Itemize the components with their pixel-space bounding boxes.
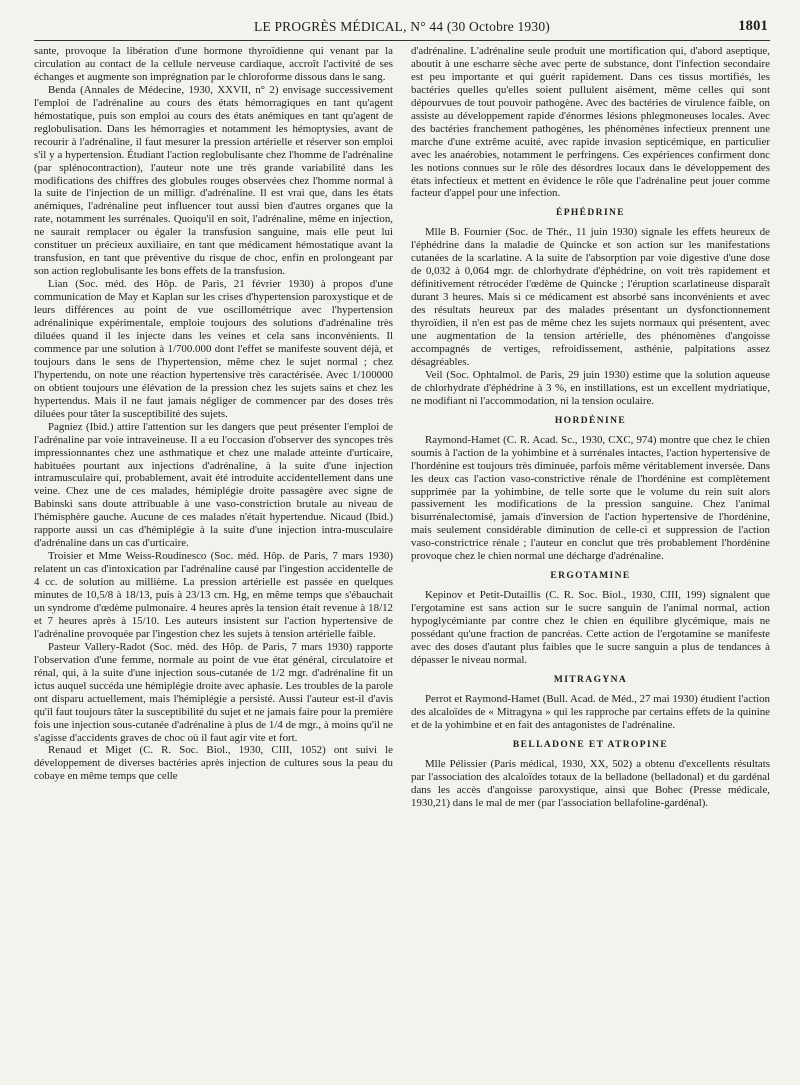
paragraph: sante, provoque la libération d'une hormone thyroïdienne qui venant par la circulation au contact de la cellule nerveuse cardiaque, accroît l'activité de ses échanges et augmente son imprégnation par le chloroforme dissous dans le sang. <box>34 45 393 83</box>
page-number: 1801 <box>738 18 768 34</box>
paragraph: Raymond-Hamet (C. R. Acad. Sc., 1930, CXC, 974) montre que chez le chien soumis à l'action de la yohimbine et à surrénales intactes, l'action hypertensive de l'hordénine est toujours très diminuée, parfois même véritablement inversée. Dans les deux cas l'action vaso-constrictive rénale de l'hordénine est complètement supprimée par la yohimbine, de telle sorte que le volume du rein suit alors passivement les modifications de la pression sanguine. Chez l'animal bisurrénalectomisé, jamais d'inversion de l'action hypertensive de l'hordénine, mais seulement considérable diminution de celle-ci et suppression de l'action vaso-constrictrice rénale ; l'auteur en conclut que très probablement l'hordénine provoque chez le chien normal une décharge d'adrénaline. <box>411 433 770 563</box>
paragraph: Mlle B. Fournier (Soc. de Thér., 11 juin 1930) signale les effets heureux de l'éphédrine dans la maladie de Quincke et son action sur les manifestations cutanées de la scarlatine. A la suite de l'absorption par voie digestive d'une dose de 0,032 à 0,064 mgr. de chlorhydrate d'éphédrine, on voit très rapidement et définitivement rétrocéder l'œdème de Quincke ; l'éruption scarlatineuse disparaît durant 3 heures. Mais si ce médicament est absorbé sans inconvénients et avec des résultats heureux par des malades présentant un dysfonctionnement thyroïdien, il n'en est pas de même chez les sujets normaux qui présentent, avec une augmentation de la tension artérielle, des phénomènes d'angoisse accompagnés de vertiges, refroidissement, asthénie, palpitations assez désagréables. <box>411 226 770 368</box>
two-column-body <box>34 45 770 1075</box>
section-heading-ephedrine: ÉPHÉDRINE <box>555 208 626 219</box>
paragraph: Veil (Soc. Ophtalmol. de Paris, 29 juin 1930) estime que la solution aqueuse de chlorhydrate d'éphédrine à 3 %, en instillations, est un excellent mydriatique, ne modifiant ni l'accommodation, ni la tension oculaire. <box>411 368 770 407</box>
paragraph: Kepinov et Petit-Dutaillis (C. R. Soc. Biol., 1930, CIII, 199) signalent que l'ergotamine est sans action sur le sucre sanguin de l'animal normal, action hypoglycémiante par contre chez le chien en équilibre glycémique, mais ne possédant qu'une fraction de pancréas. Cette action de l'ergotamine se manifeste avec des doses d'autant plus faibles que le sucre sanguin a plus de tendances à dépasser le niveau normal. <box>411 589 770 666</box>
paragraph: Benda (Annales de Médecine, 1930, XXVII, n° 2) envisage successivement l'emploi de l'adrénaline au cours des états hémorragiques en tant qu'agent hémostatique, puis son emploi au cours des états anémiques en tant qu'agent de reglobulisation. Dans les hémorragies et notamment les hémoptysies, avant de recourir à l'adrénaline, il faut mesurer la pression artérielle et réserver son emploi s'il y a hypertension. Étudiant l'action reglobulisante chez l'homme de l'adrénaline (par splénocontraction), l'auteur note une très grande variabilité dans les modifications des chiffres des globules rouges observées chez l'homme normal à la suite de l'injection de un milligr. d'adrénaline. Il est vrai que, dans les états anémiques, l'adrénaline peut influencer tout aussi bien d'autres organes que la rate, notamment les surrénales. Quoiqu'il en soit, l'adrénaline, même en injection, ne saurait remplacer ou égaler la transfusion sanguine, mais elle peut lui constituer un précieux auxiliaire, en tant que médicament hémostatique avant la transfusion, en tant que préventive du risque de choc, enfin en prolongeant par son action reglobulisante les bons effets de la transfusion. <box>34 83 393 278</box>
section-heading-hordenine: HORDÉNINE <box>554 415 627 426</box>
section-heading-belladone: BELLADONE ET ATROPINE <box>512 739 669 750</box>
section-heading-mitragyna: MITRAGYNA <box>553 674 628 685</box>
running-header <box>34 0 770 41</box>
paragraph: d'adrénaline. L'adrénaline seule produit une mortification qui, d'abord aseptique, aboutit à une escharre sèche avec perte de substance, dont l'infection secondaire est peu importante et qui guérit rapidement. Dans ces tissus mortifiés, les bactéries quelles qu'elles soient pullulent aisément, même celles qui sont dépourvues de tout pouvoir pathogène. Avec des bactéries de virulence faible, on assiste au développement rapide d'énormes lésions phlegmoneuses locales. Avec des bactéries franchement pathogènes, les phénomènes infectieux prennent une marche d'une extrême acuité, avec rapide invasion septicémique, en particulier avec les anaérobies, notamment le perfringens. Ces expériences confirment donc les notions connues sur le rôle des désordres locaux dans le développement des états infectieux et mettent en évidence le rôle que l'adrénaline peut jouer comme facteur d'appel pour une infection. <box>411 45 770 200</box>
paragraph: Mlle Pélissier (Paris médical, 1930, XX, 502) a obtenu d'excellents résultats par l'association des alcaloïdes totaux de la belladone (belladonal) et du gardénal dans les accès d'angoisse paroxystique, ainsi que Bohec (Presse médicale, 1930,21) dans le mal de mer (par l'association bellafoline-gardénal). <box>411 757 770 809</box>
journal-title: LE PROGRÈS MÉDICAL, N° 44 (30 Octobre 1930) <box>254 19 550 34</box>
left-column <box>34 45 393 1075</box>
paragraph: Perrot et Raymond-Hamet (Bull. Acad. de Méd., 27 mai 1930) étudient l'action des alcaloïdes de « Mitragyna » qui les rapproche par certains effets de la quinine et de la yohimbine et en fait des antagonistes de l'adrénaline. <box>411 692 770 731</box>
paragraph: Pasteur Vallery-Radot (Soc. méd. des Hôp. de Paris, 7 mars 1930) rapporte l'observation d'une femme, normale au point de vue état général, circulatoire et rénal, qui, à la suite d'une injection sous-cutanée de 1/2 mgr. d'adrénaline fit un ictus auquel succéda une hémiplégie droite avec aphasie. Les troubles de la parole ont disparu actuellement, mais l'hémiplégie a persisté. Aussi l'auteur est-il d'avis qu'il faut toujours tâter la susceptibilité du sujet et ne jamais faire pour la première fois une injection sous-cutanée d'adrénaline à plus de 1/4 de mgr., à moins qu'il ne s'agisse d'accidents graves de choc où il faut agir vite et fort. <box>34 640 393 744</box>
section-heading-ergotamine: ERGOTAMINE <box>550 571 631 582</box>
paragraph: Lian (Soc. méd. des Hôp. de Paris, 21 février 1930) à propos d'une communication de May et Kaplan sur les crises d'hypertension paroxystique et de leurs différences au point de vue oscillométrique avec l'hypertension adrénalinique expérimentale, emploie toujours des solutions d'adrénaline très diluées quand il les injecte dans les veines et cela sans inconvénients. Il commence par une solution à 1/700.000 dont l'effet se manifeste souvent déjà, et toujours dans le sens de l'hypertension, même chez le sujet normal ; chez l'hypertendu, on note une réaction hypertensive très caractérisée. Avec 1/100000 on obtient toujours une élévation de la pression chez les sujets sains et chez les hypertendus. Mais il ne faut jamais négliger de commencer par des doses très diluées pour tâter la susceptibilité des sujets. <box>34 278 393 420</box>
paragraph: Renaud et Miget (C. R. Soc. Biol., 1930, CIII, 1052) ont suivi le développement de diverses bactéries après injection de cultures sous la peau du cobaye en même temps que celle <box>34 744 393 783</box>
right-column <box>411 45 770 1075</box>
paragraph: Troisier et Mme Weiss-Roudinesco (Soc. méd. Hôp. de Paris, 7 mars 1930) relatent un cas d'intoxication par l'adrénaline causé par l'ingestion accidentelle de 4 cc. de solution au millième. La pression artérielle est passée en quelques minutes de 10,5/8 à 18/13, puis à 23/13 cm. Hg, en même temps que s'ébauchait un syndrome d'œdème pulmonaire. 4 heures après la tension était revenue à 18/12 et 7 heures après à 15/10. Les auteurs insistent sur l'action hypertensive de l'adrénaline provoquée par l'ingestion chez les sujets à tension artérielle faible. <box>34 550 393 640</box>
paragraph: Pagniez (Ibid.) attire l'attention sur les dangers que peut présenter l'emploi de l'adrénaline par voie intraveineuse. Il a eu l'occasion d'observer des syncopes très impressionnantes chez une asthmatique et chez une malade atteinte d'urticaire, habituées pourtant aux injections d'adrénaline, à la suite d'une injection intramusculaire qui, probablement, avait été introduite accidentellement dans une veine. Chez une de ces malades, hémiplégie droite passagère avec signe de Babinski sans doute attribuable à une vaso-constriction brutale au niveau de l'hémisphère gauche. Aucune de ces malades n'était hypertendue. Nicaud (Ibid.) rapporte aussi un cas d'hémiplégie à la suite d'une injection intra-musculaire d'adrénaline dans un cas d'urticaire. <box>34 420 393 550</box>
